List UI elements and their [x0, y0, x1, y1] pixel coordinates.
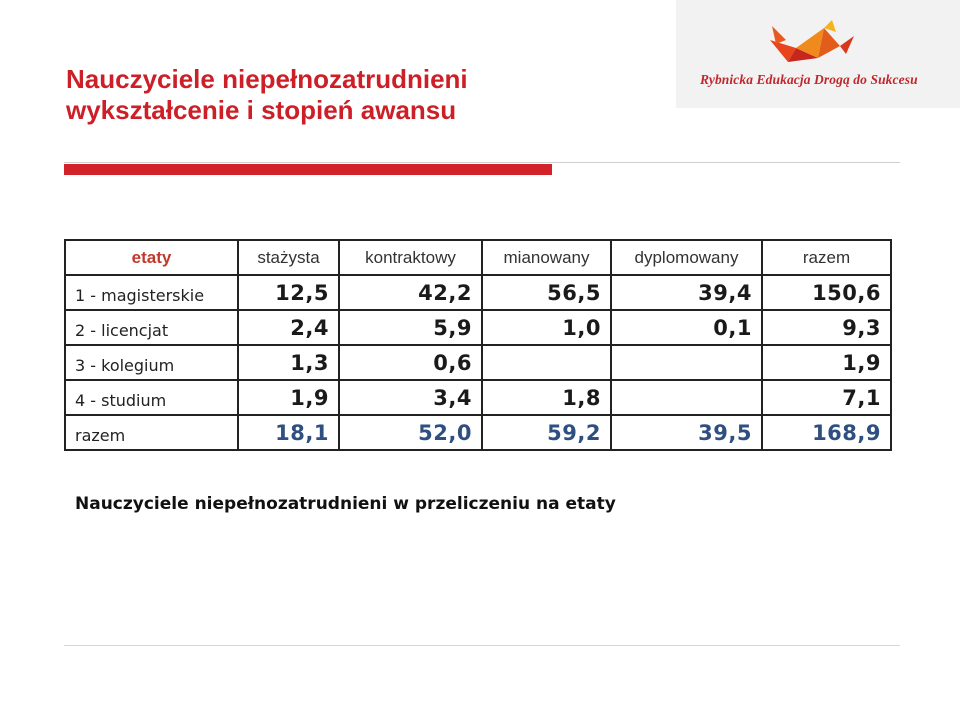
table-cell: 42,2	[339, 275, 482, 310]
table-row	[65, 345, 891, 380]
table-cell: 1,9	[238, 380, 339, 415]
accent-bar	[64, 164, 552, 175]
column-header-stazysta: stażysta	[238, 240, 339, 275]
column-header-dyplomowany: dyplomowany	[611, 240, 762, 275]
header-divider	[64, 162, 900, 163]
slide-title-line-2: wykształcenie i stopień awansu	[66, 95, 457, 125]
table-cell: 9,3	[762, 310, 891, 345]
row-label: 2 - licencjat	[65, 310, 238, 345]
table-cell: 1,3	[238, 345, 339, 380]
table-row	[65, 310, 891, 345]
column-header-kontraktowy: kontraktowy	[339, 240, 482, 275]
table-header-row	[65, 240, 891, 275]
table-cell: 5,9	[339, 310, 482, 345]
table-row	[65, 380, 891, 415]
table-cell: 56,5	[482, 275, 611, 310]
table-cell: 39,5	[611, 415, 762, 450]
table-cell: 12,5	[238, 275, 339, 310]
logo	[676, 0, 960, 108]
data-table	[64, 239, 892, 451]
origami-bird-icon	[766, 18, 866, 68]
table-cell: 18,1	[238, 415, 339, 450]
table-cell: 2,4	[238, 310, 339, 345]
table-cell: 1,8	[482, 380, 611, 415]
table-cell	[611, 380, 762, 415]
table-cell: 7,1	[762, 380, 891, 415]
column-header-mianowany: mianowany	[482, 240, 611, 275]
table-cell: 1,9	[762, 345, 891, 380]
table-cell: 0,6	[339, 345, 482, 380]
table-cell: 39,4	[611, 275, 762, 310]
logo-text: Rybnicka Edukacja Drogą do Sukcesu	[700, 72, 918, 87]
table-cell: 1,0	[482, 310, 611, 345]
table-total-row	[65, 415, 891, 450]
table-row	[65, 275, 891, 310]
table-cell: 3,4	[339, 380, 482, 415]
table-cell: 0,1	[611, 310, 762, 345]
slide-title-line-1: Nauczyciele niepełnozatrudnieni	[66, 64, 468, 94]
footer-divider	[64, 645, 900, 646]
table-cell: 168,9	[762, 415, 891, 450]
slide-title	[66, 64, 468, 126]
row-label: 1 - magisterskie	[65, 275, 238, 310]
table-cell	[611, 345, 762, 380]
row-label: razem	[65, 415, 238, 450]
row-label: 3 - kolegium	[65, 345, 238, 380]
table-cell: 52,0	[339, 415, 482, 450]
table-cell: 59,2	[482, 415, 611, 450]
table-cell	[482, 345, 611, 380]
column-header-razem: razem	[762, 240, 891, 275]
table-caption: Nauczyciele niepełnozatrudnieni w przeliczeniu na etaty	[75, 494, 616, 514]
table-cell: 150,6	[762, 275, 891, 310]
column-header-etaty: etaty	[65, 240, 238, 275]
row-label: 4 - studium	[65, 380, 238, 415]
